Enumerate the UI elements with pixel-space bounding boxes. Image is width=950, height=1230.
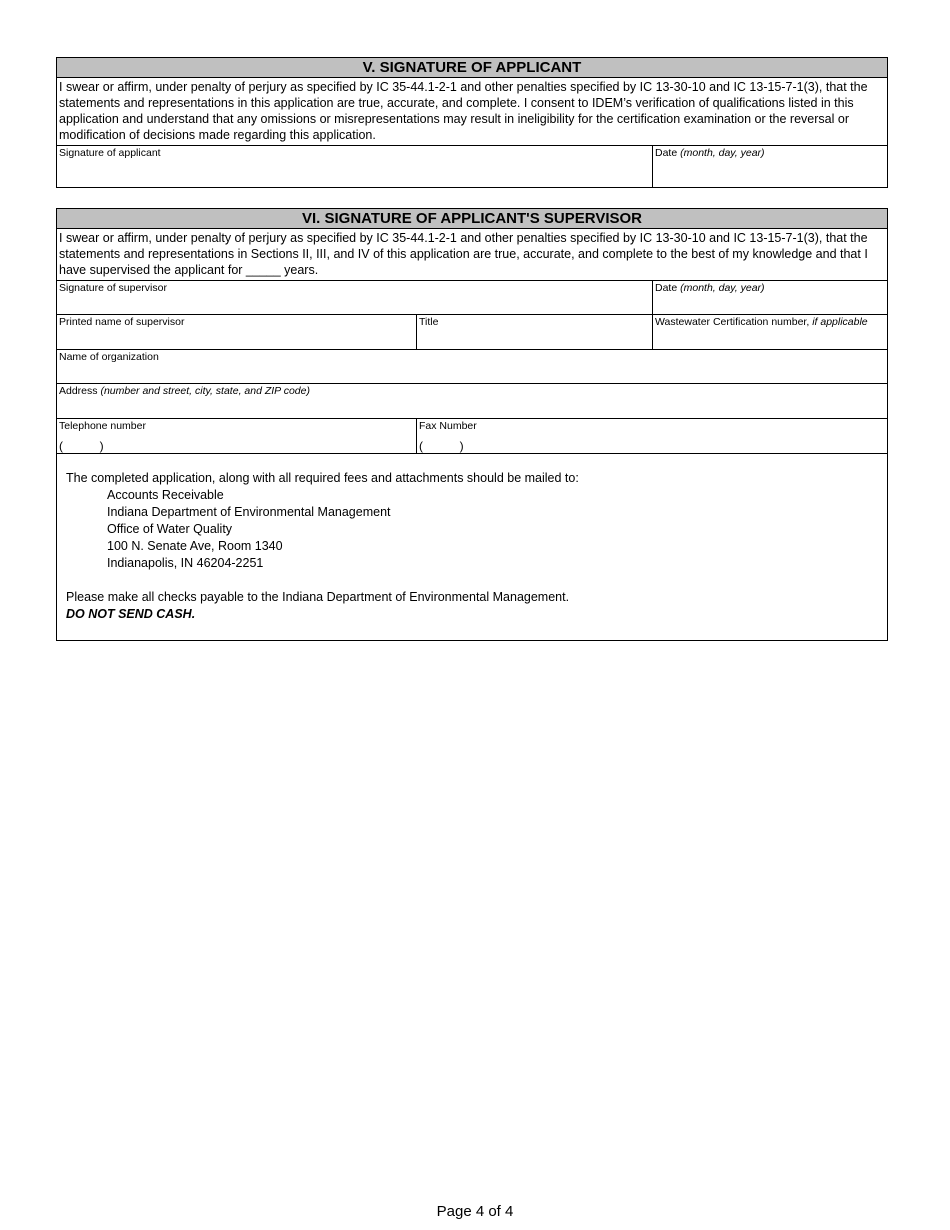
field-label: Wastewater Certification number, — [655, 316, 810, 328]
no-cash-warning: DO NOT SEND CASH. — [66, 607, 196, 621]
field-hint: (month, day, year) — [680, 147, 765, 159]
area-code-parens: ( ) — [59, 439, 104, 453]
field-label: Date — [655, 282, 678, 294]
field-label: Name of organization — [59, 351, 159, 363]
applicant-signature-field[interactable] — [57, 146, 652, 187]
check-payable-note: Please make all checks payable to the Indiana Department of Environmental Management. — [66, 590, 570, 604]
mailing-address-line: Office of Water Quality — [107, 522, 233, 536]
page-number: Page 4 of 4 — [436, 1203, 514, 1220]
supervisor-affirmation-text: I swear or affirm, under penalty of perjury as specified by IC 35-44.1-2-1 and other penalties specified by IC 13-30-10 and IC 13-15-7-1(3), that the statements and representations in Sections II, III, and IV of this application are true, accurate, and complete to the best of my knowledge and that I have supervised the applicant for _____ years. — [59, 231, 868, 277]
applicant-signature-section — [56, 57, 888, 188]
mailing-address-line: Indianapolis, IN 46204-2251 — [107, 556, 264, 570]
mailing-address-block — [66, 487, 887, 572]
area-code-parens: ( ) — [419, 439, 464, 453]
field-label: Date — [655, 147, 678, 159]
field-label: Printed name of supervisor — [59, 316, 185, 328]
fax-field[interactable] — [416, 419, 887, 453]
field-label: Fax Number — [419, 420, 477, 432]
organization-field[interactable] — [57, 350, 887, 383]
field-label: Address — [59, 385, 98, 397]
field-label: Signature of applicant — [59, 147, 161, 159]
mailing-instructions — [57, 453, 887, 640]
field-label: Signature of supervisor — [59, 282, 167, 294]
field-hint: (number and street, city, state, and ZIP code) — [100, 385, 310, 397]
certification-number-field[interactable] — [652, 315, 887, 349]
supervisor-date-field[interactable] — [652, 281, 887, 314]
field-hint: if applicable — [812, 316, 868, 328]
address-field[interactable] — [57, 384, 887, 418]
field-hint: (month, day, year) — [680, 282, 765, 294]
section-heading: V. SIGNATURE OF APPLICANT — [57, 58, 887, 78]
supervisor-signature-field[interactable] — [57, 281, 652, 314]
field-label: Title — [419, 316, 439, 328]
field-label: Telephone number — [59, 420, 146, 432]
section-heading: VI. SIGNATURE OF APPLICANT'S SUPERVISOR — [57, 209, 887, 229]
applicant-affirmation-text: I swear or affirm, under penalty of perjury as specified by IC 35-44.1-2-1 and other penalties specified by IC 13-30-10 and IC 13-15-7-1(3), that the statements and representations in this application are true, accurate, and complete. I consent to IDEM’s verification of qualifications listed in this application and understand that any omissions or misrepresentations may result in ineligibility for the certification examination or the reversal or modification of decisions made regarding this application. — [59, 80, 868, 142]
telephone-field[interactable] — [57, 419, 416, 453]
mailing-intro: The completed application, along with all required fees and attachments should be mailed to: — [66, 471, 579, 485]
supervisor-signature-section — [56, 208, 888, 641]
mailing-address-line: Accounts Receivable — [107, 488, 224, 502]
printed-name-field[interactable] — [57, 315, 416, 349]
applicant-date-field[interactable] — [652, 146, 887, 187]
title-field[interactable] — [416, 315, 652, 349]
mailing-address-line: Indiana Department of Environmental Management — [107, 505, 391, 519]
mailing-address-line: 100 N. Senate Ave, Room 1340 — [107, 539, 283, 553]
